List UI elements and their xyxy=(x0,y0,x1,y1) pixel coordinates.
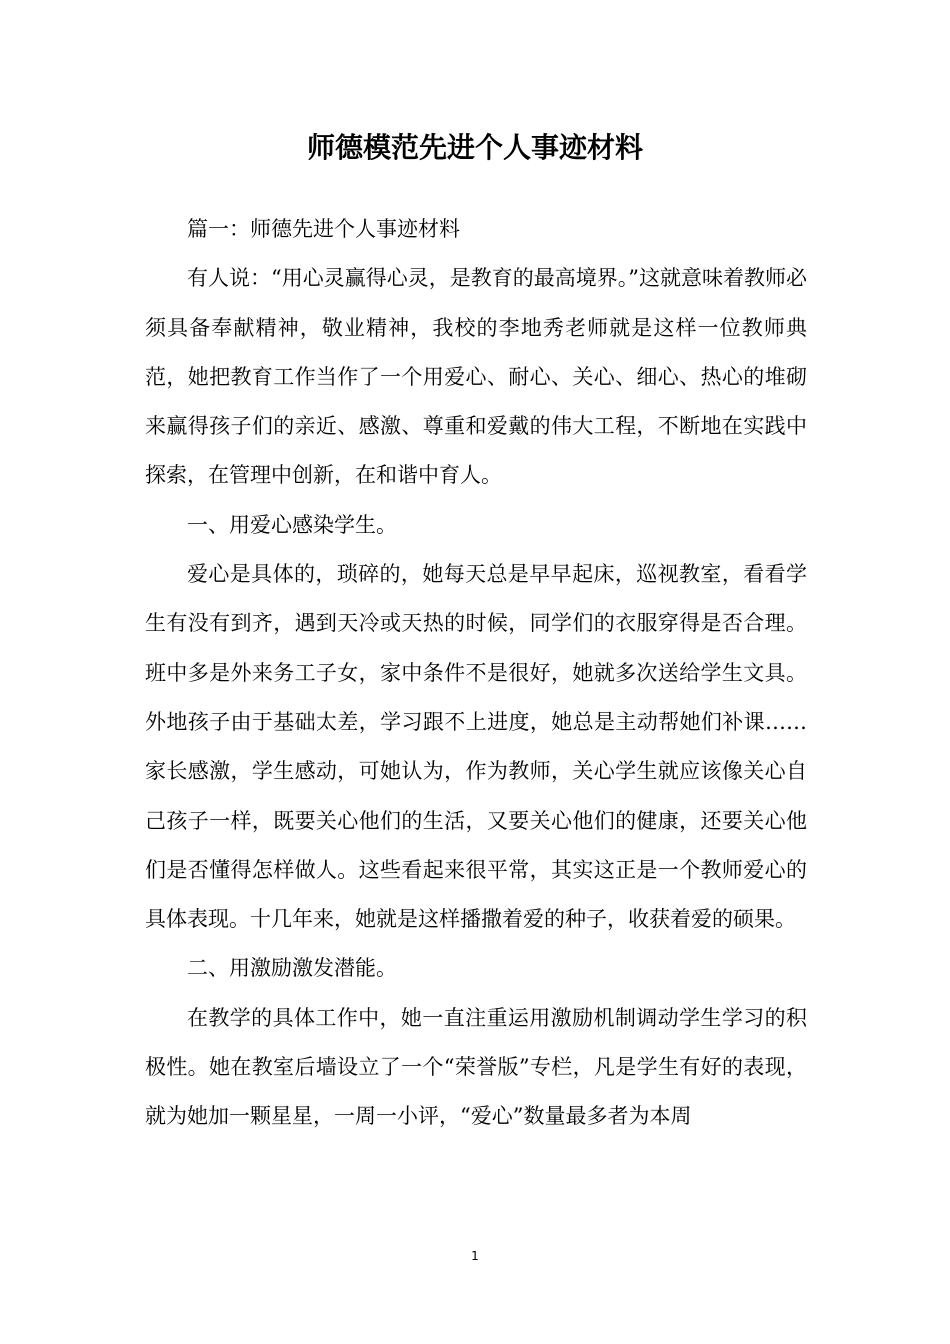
paragraph-intro: 有人说：“用心灵赢得心灵，是教育的最高境界。”这就意味着教师必须具备奉献精神，敬业精神，我校的李地秀老师就是这样一位教师典范，她把教育工作当作了一个用爱心、耐心、关心、细心、热心的堆砌来赢得孩子们的亲近、感激、尊重和爱戴的伟大工程，不断地在实践中探索，在管理中创新，在和谐中育人。 xyxy=(145,266,807,488)
paragraph-incentive: 在教学的具体工作中，她一直注重运用激励机制调动学生学习的积极性。她在教室后墙设立了一个“荣誉版”专栏，凡是学生有好的表现，就为她加一颗星星，一周一小评，“爱心”数量最多者为本周 xyxy=(145,1005,807,1129)
document-body xyxy=(145,205,807,1142)
paragraph-section-heading: 篇一：师德先进个人事迹材料 xyxy=(187,217,460,241)
paragraph-heading-one: 一、用爱心感染学生。 xyxy=(187,512,397,537)
document-title: 师德模范先进个人事迹材料 xyxy=(306,131,643,164)
paragraph-heading-two: 二、用激励激发潜能。 xyxy=(187,956,397,981)
paragraph-love: 爱心是具体的，琐碎的，她每天总是早早起床，巡视教室，看看学生有没有到齐，遇到天冷或天热的时候，同学们的衣服穿得是否合理。班中多是外来务工子女，家中条件不是很好，她就多次送给学生文具。外地孩子由于基础太差，学习跟不上进度，她总是主动帮她们补课……家长感激，学生感动，可她认为，作为教师，关心学生就应该像关心自己孩子一样，既要关心他们的生活，又要关心他们的健康，还要关心他们是否懂得怎样做人。这些看起来很平常，其实这正是一个教师爱心的具体表现。十几年来，她就是这样播撒着爱的种子，收获着爱的硕果。 xyxy=(145,562,807,932)
page-number: 1 xyxy=(471,1249,479,1263)
